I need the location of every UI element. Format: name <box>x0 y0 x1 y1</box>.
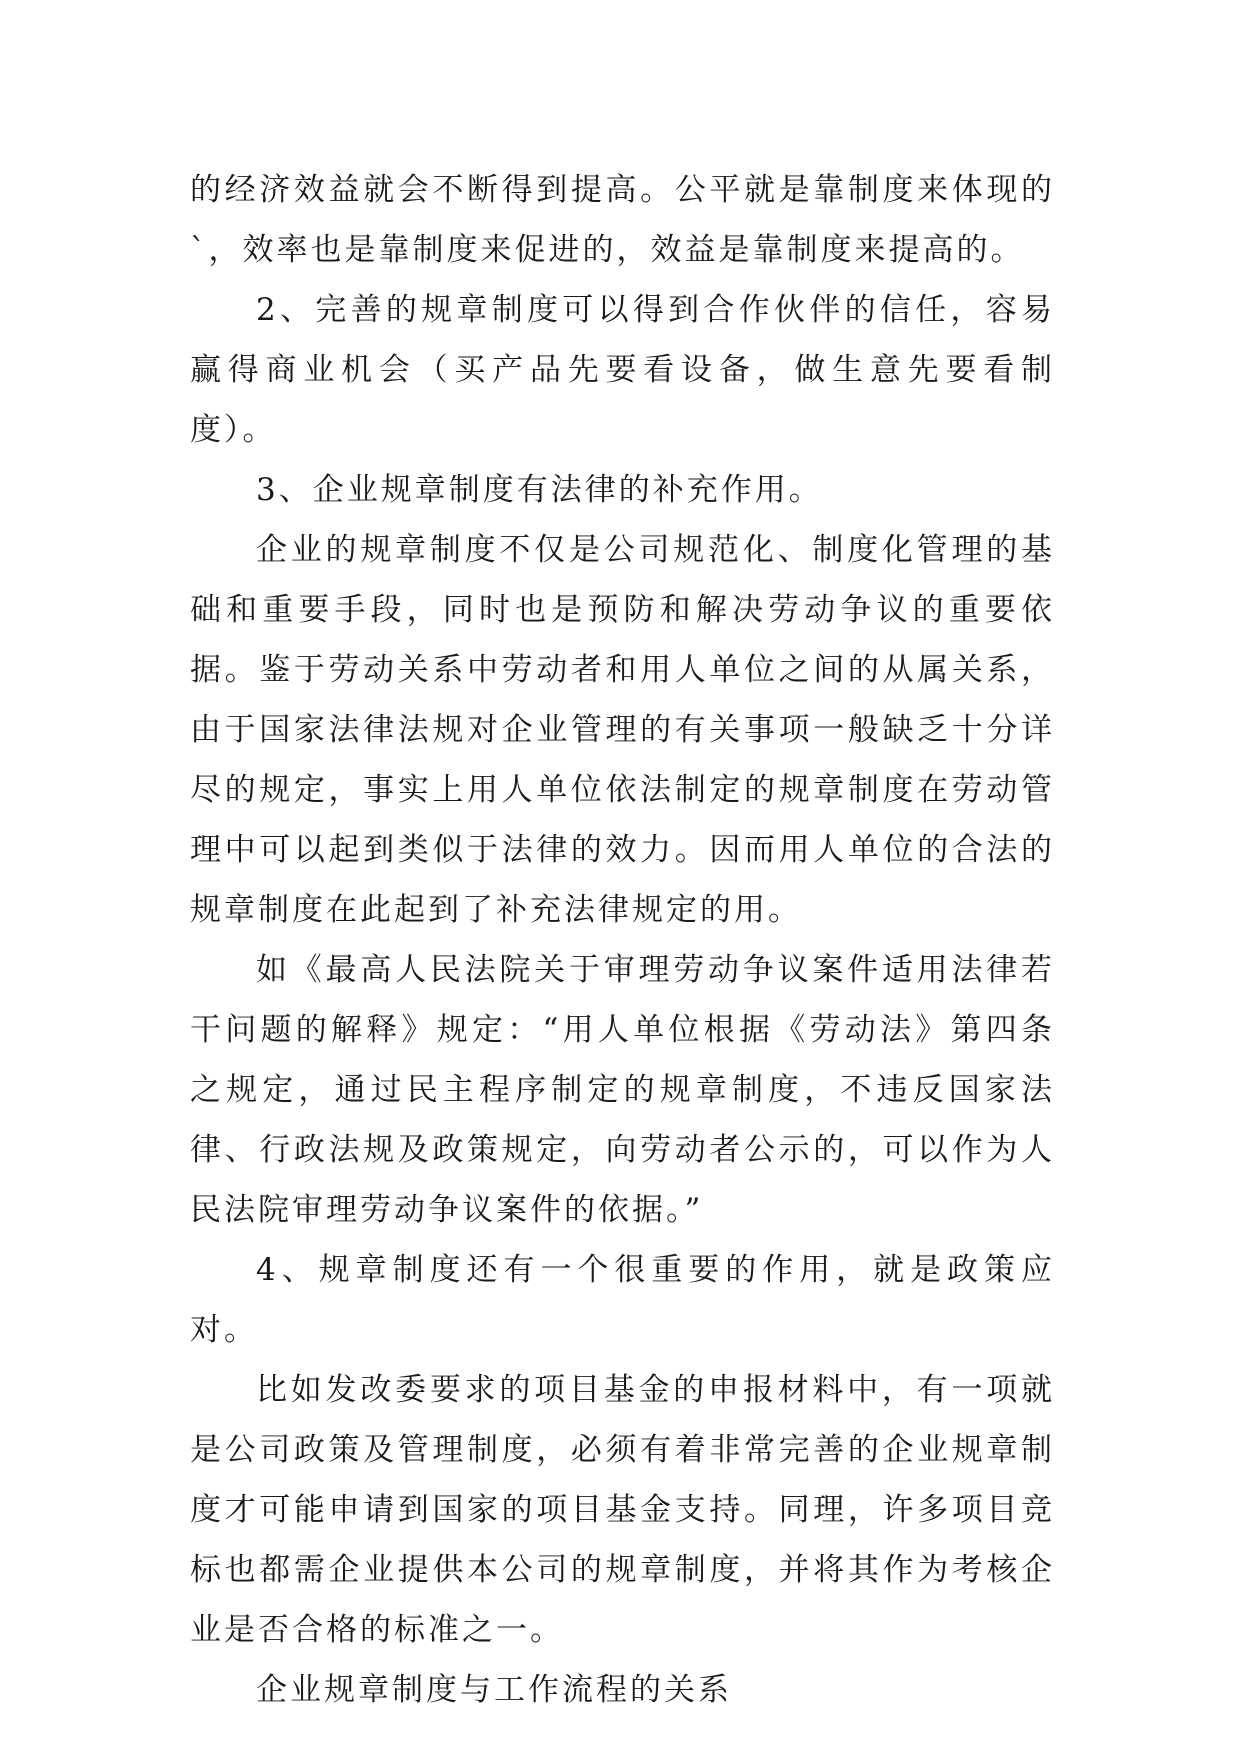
section-heading: 企业规章制度与工作流程的关系 <box>256 1672 732 1708</box>
paragraph-4: 企业的规章制度不仅是公司规范化、制度化管理的基础和重要手段，同时也是预防和解决劳动争议的重要依据。鉴于劳动关系中劳动者和用人单位之间的从属关系，由于国家法律法规对企业管理的有关事项一般缺乏十分详尽的规定，事实上用人单位依法制定的规章制度在劳动管理中可以起到类似于法律的效力。因而用人单位的合法的规章制度在此起到了补充法律规定的用。 <box>190 532 1055 928</box>
paragraph-3: 3、企业规章制度有法律的补充作用。 <box>256 472 823 508</box>
paragraph-7: 比如发改委要求的项目基金的申报材料中，有一项就是公司政策及管理制度，必须有着非常完善的企业规章制度才可能申请到国家的项目基金支持。同理，许多项目竞标也都需企业提供本公司的规章制度，并将其作为考核企业是否合格的标准之一。 <box>190 1372 1055 1648</box>
paragraph-5: 如《最高人民法院关于审理劳动争议案件适用法律若干问题的解释》规定：“用人单位根据《劳动法》第四条之规定，通过民主程序制定的规章制度，不违反国家法律、行政法规及政策规定，向劳动者公示的，可以作为人民法院审理劳动争议案件的依据。” <box>190 952 1055 1228</box>
paragraph-2: 2、完善的规章制度可以得到合作伙伴的信任，容易赢得商业机会（买产品先要看设备，做生意先要看制度）。 <box>190 292 1055 448</box>
document-page <box>190 160 1055 1720</box>
paragraph-6: 4、规章制度还有一个很重要的作用，就是政策应对。 <box>190 1252 1055 1348</box>
paragraph-1: 的经济效益就会不断得到提高。公平就是靠制度来体现的`，效率也是靠制度来促进的，效益是靠制度来提高的。 <box>190 172 1055 268</box>
